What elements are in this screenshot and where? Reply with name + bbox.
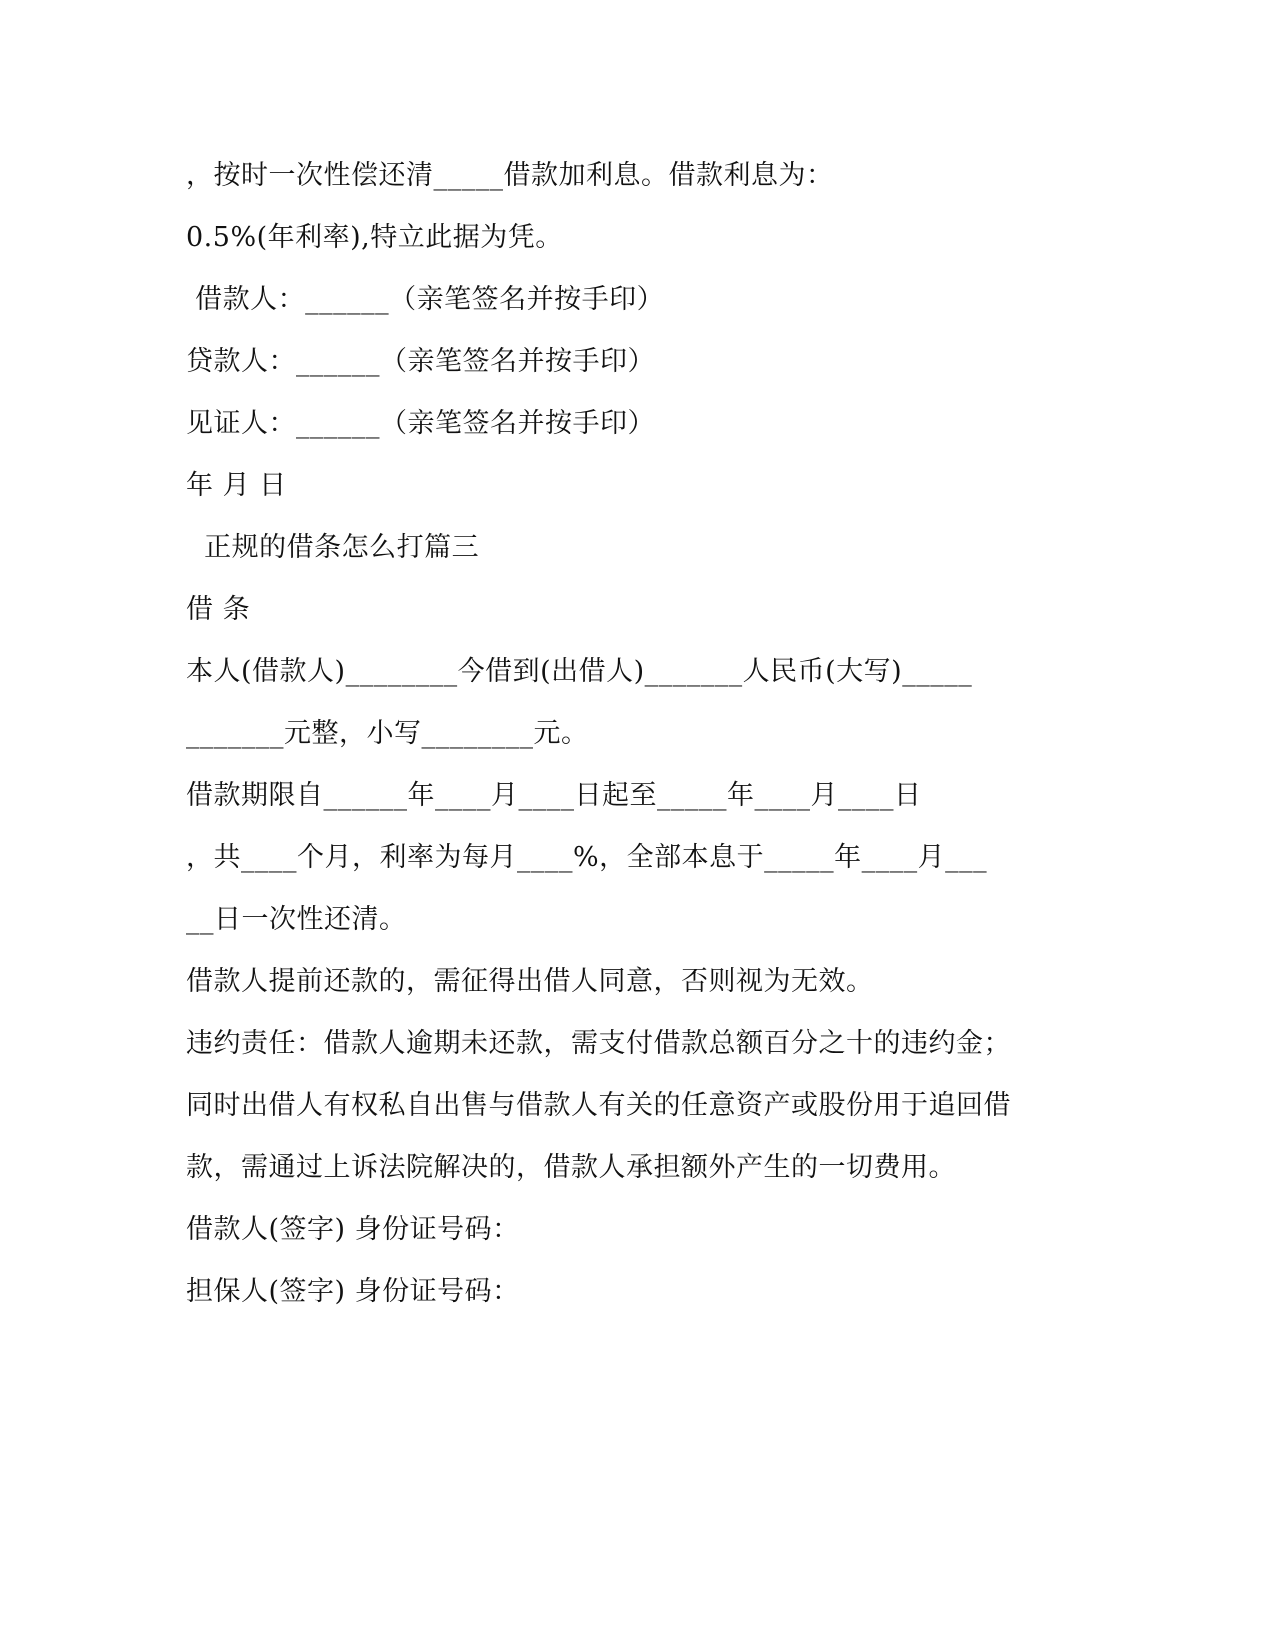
text-line: 款，需通过上诉法院解决的，借款人承担额外产生的一切费用。 [186,1152,956,1183]
text-line: _______元整，小写________元。 [186,718,589,749]
text-line: 见证人：______（亲笔签名并按手印） [186,408,655,439]
text-line: 借款期限自______年____月____日起至_____年____月____日 [186,780,922,811]
text-line: 同时出借人有权私自出售与借款人有关的任意资产或股份用于追回借 [186,1090,1011,1121]
text-line: __日一次性还清。 [186,904,407,935]
text-line: 本人(借款人)________今借到(出借人)_______人民币(大写)_____ [186,656,973,687]
text-line: ，共____个月，利率为每月____%，全部本息于_____年____月___ [186,842,988,873]
text-line: 借款人提前还款的，需征得出借人同意，否则视为无效。 [186,966,874,997]
text-line: 贷款人：______（亲笔签名并按手印） [186,346,655,377]
signature-line: 担保人(签字) 身份证号码： [186,1276,520,1307]
section-heading: 正规的借条怎么打篇三 [186,532,480,563]
text-line: ，按时一次性偿还清_____借款加利息。借款利息为： [186,160,834,191]
text-line: 借款人：______（亲笔签名并按手印） [186,284,665,315]
text-line: 违约责任：借款人逾期未还款，需支付借款总额百分之十的违约金； [186,1028,1011,1059]
date-line: 年 月 日 [186,470,287,501]
signature-line: 借款人(签字) 身份证号码： [186,1214,520,1245]
document-title: 借 条 [186,594,251,625]
text-line: 0.5%(年利率),特立此据为凭。 [186,222,563,253]
